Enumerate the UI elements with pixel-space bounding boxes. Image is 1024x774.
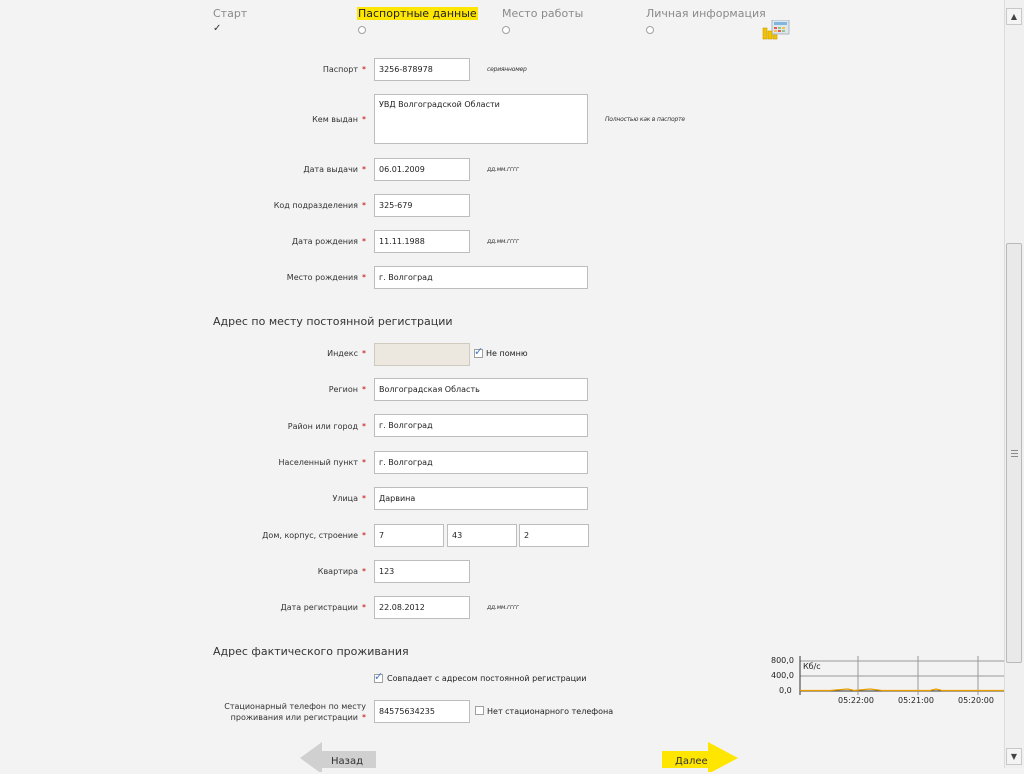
meter-y-tick-mid: 400,0 <box>771 671 794 680</box>
calculator-icon <box>762 20 790 40</box>
birth-date-label: Дата рождения * <box>291 237 366 246</box>
no-phone-label[interactable]: Нет стационарного телефона <box>487 707 614 716</box>
dont-remember-check-icon: ✓ <box>474 345 484 358</box>
same-address-check-icon: ✓ <box>374 670 384 683</box>
index-label: Индекс * <box>327 349 366 358</box>
reg-date-label: Дата регистрации * <box>280 603 366 612</box>
step-start-label[interactable]: Старт <box>213 7 248 20</box>
registration-section-title: Адрес по месту постоянной регистрации <box>213 315 453 328</box>
passport-input[interactable]: 3256-878978 <box>374 58 470 81</box>
step-start-check-icon: ✓ <box>213 23 222 34</box>
street-input[interactable]: Дарвина <box>374 487 588 510</box>
issued-by-textarea[interactable]: УВД Волгоградской Области <box>374 94 588 144</box>
scroll-up-button[interactable]: ▲ <box>1006 8 1022 25</box>
issue-date-label: Дата выдачи * <box>303 165 366 174</box>
flat-input[interactable]: 123 <box>374 560 470 583</box>
birth-place-input[interactable]: г. Волгоград <box>374 266 588 289</box>
birth-date-input[interactable]: 11.11.1988 <box>374 230 470 253</box>
passport-hint: сериянномер <box>487 66 527 73</box>
meter-x-tick-2: 05:21:00 <box>898 696 934 705</box>
scrollbar-thumb[interactable] <box>1006 243 1022 663</box>
step-passport-label[interactable]: Паспортные данные <box>358 7 477 20</box>
no-phone-checkbox[interactable] <box>475 706 484 715</box>
phone-label-line2: проживания или регистрации * <box>230 713 366 722</box>
meter-y-tick-top: 800,0 <box>771 656 794 665</box>
region-label: Регион * <box>328 385 366 394</box>
same-address-label[interactable]: Совпадает с адресом постоянной регистрации <box>387 674 587 683</box>
district-input[interactable]: г. Волгоград <box>374 414 588 437</box>
step-work-label[interactable]: Место работы <box>502 7 584 20</box>
dont-remember-label[interactable]: Не помню <box>486 349 528 358</box>
birth-date-hint: дд.мм.гггг <box>487 238 519 245</box>
reg-date-hint: дд.мм.гггг <box>487 604 519 611</box>
issued-by-label: Кем выдан * <box>312 115 366 124</box>
structure-input[interactable]: 2 <box>519 524 589 547</box>
phone-label-line1: Стационарный телефон по месту <box>224 702 366 711</box>
passport-label: Паспорт * <box>322 65 366 74</box>
issue-date-hint: дд.мм.гггг <box>487 166 519 173</box>
birth-place-label: Место рождения * <box>286 273 366 282</box>
meter-x-tick-3: 05:20:00 <box>958 696 994 705</box>
locality-input[interactable]: г. Волгоград <box>374 451 588 474</box>
index-input[interactable] <box>374 343 470 366</box>
network-meter <box>770 653 1024 711</box>
meter-y-tick-bottom: 0,0 <box>779 686 792 695</box>
step-work-radio[interactable] <box>502 26 510 34</box>
step-personal-radio[interactable] <box>646 26 654 34</box>
phone-input[interactable]: 84575634235 <box>374 700 470 723</box>
step-passport-radio[interactable] <box>358 26 366 34</box>
meter-unit: Кб/с <box>803 662 821 671</box>
dept-code-label: Код подразделения * <box>273 201 366 210</box>
street-label: Улица * <box>332 494 366 503</box>
house-label: Дом, корпус, строение * <box>262 531 366 540</box>
building-input[interactable]: 43 <box>447 524 517 547</box>
locality-label: Населенный пункт * <box>278 458 366 467</box>
next-button-label: Далее <box>675 756 708 767</box>
step-personal-label[interactable]: Личная информация <box>646 7 766 20</box>
region-input[interactable]: Волгоградская Область <box>374 378 588 401</box>
house-number-input[interactable]: 7 <box>374 524 444 547</box>
issued-by-hint: Полностью как в паспорте <box>605 116 685 123</box>
meter-x-tick-1: 05:22:00 <box>838 696 874 705</box>
reg-date-input[interactable]: 22.08.2012 <box>374 596 470 619</box>
district-label: Район или город * <box>287 422 366 431</box>
back-button-label: Назад <box>331 756 364 767</box>
dept-code-input[interactable]: 325-679 <box>374 194 470 217</box>
flat-label: Квартира * <box>317 567 366 576</box>
issue-date-input[interactable]: 06.01.2009 <box>374 158 470 181</box>
actual-section-title: Адрес фактического проживания <box>213 645 409 658</box>
scroll-down-button[interactable]: ▼ <box>1006 748 1022 765</box>
